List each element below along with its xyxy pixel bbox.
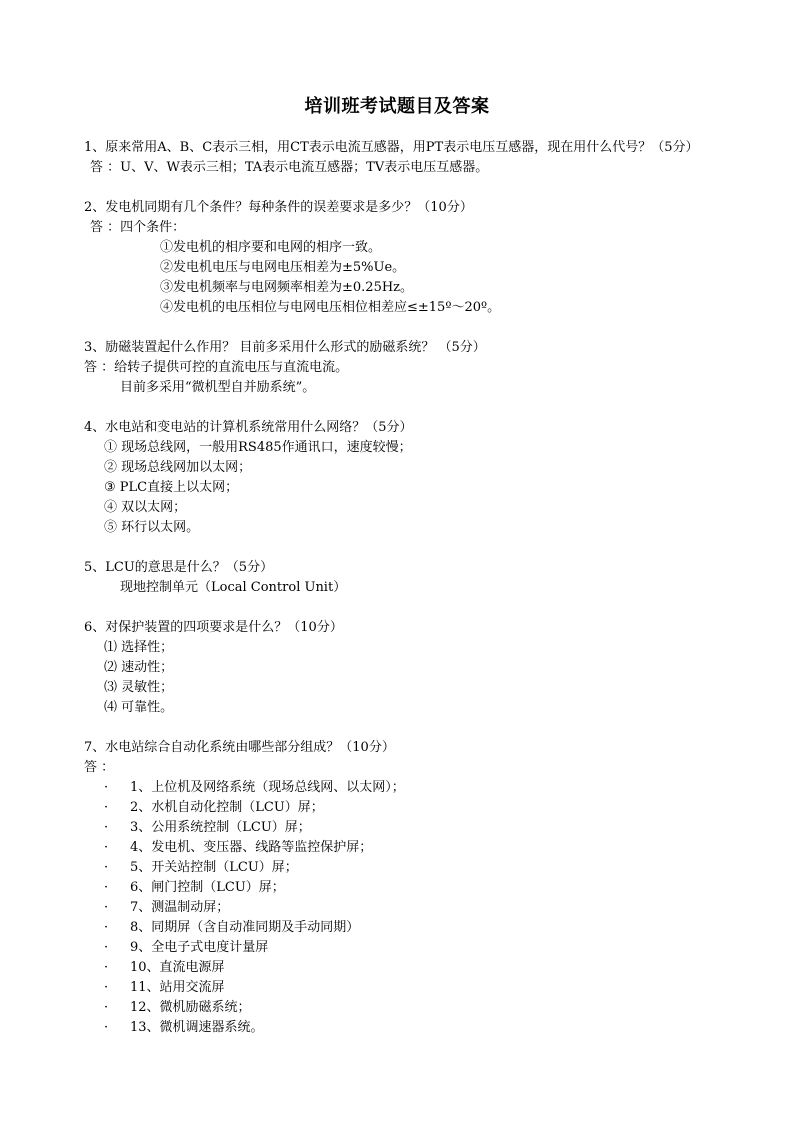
answer-6-item: ⑷ 可靠性。: [104, 700, 174, 715]
answer-2-item: ①发电机的相序要和电网的相序一致。: [160, 240, 382, 255]
bullet-icon: ·: [104, 820, 109, 835]
answer-3-line-2: 目前多采用“微机型自并励系统”。: [120, 380, 316, 395]
bullet-icon: ·: [104, 880, 109, 895]
question-1: 1、原来常用A、B、C表示三相，用CT表示电流互感器，用PT表示电压互感器，现在用什么代号？（5分）: [84, 140, 699, 155]
bullet-icon: ·: [104, 1020, 109, 1035]
question-2: 2、发电机同期有几个条件？每种条件的误差要求是多少？（10分）: [84, 200, 473, 215]
bullet-icon: ·: [104, 920, 109, 935]
answer-3: 答 ：给转子提供可控的直流电压与直流电流。: [84, 360, 349, 375]
answer-7-list-item: [84, 918, 764, 938]
bullet-icon: ·: [104, 800, 109, 815]
list-item-text: 13、微机调速器系统。: [130, 1020, 264, 1035]
answer-7-list-item: [84, 778, 764, 798]
answer-7-list-item: [84, 838, 764, 858]
answer-7-list-item: [84, 938, 764, 958]
bullet-icon: ·: [104, 780, 109, 795]
list-item-text: 12、微机励磁系统；: [130, 1000, 251, 1015]
answer-2-intro: 答 ：四个条件：: [90, 220, 186, 235]
answer-7-list-item: [84, 958, 764, 978]
answer-7-intro: 答 ：: [84, 760, 115, 775]
list-item-text: 4、发电机、变压器、线路等监控保护屏；: [130, 840, 373, 855]
answer-4-item: ⑤ 环行以太网。: [104, 520, 200, 535]
answer-5: 现地控制单元（Local Control Unit）: [120, 580, 347, 595]
answer-7-list-item: [84, 998, 764, 1018]
list-item-text: 8、同期屏（含自动准同期及手动同期）: [130, 920, 360, 935]
list-item-text: 9、全电子式电度计量屏: [130, 940, 269, 955]
bullet-icon: ·: [104, 940, 109, 955]
bullet-icon: ·: [104, 840, 109, 855]
answer-4-item: ④ 双以太网；: [104, 500, 187, 515]
list-item-text: 2、水机自动化控制（LCU）屏；: [130, 800, 324, 815]
answer-2-item: ②发电机电压与电网电压相差为±5%Ue。: [160, 260, 406, 275]
answer-1: 答 ：U、V、W表示三相；TA表示电流互感器；TV表示电压互感器。: [90, 160, 489, 175]
answer-7-list-item: [84, 898, 764, 918]
question-7: 7、水电站综合自动化系统由哪些部分组成？（10分）: [84, 740, 395, 755]
bullet-icon: ·: [104, 900, 109, 915]
document-body: [84, 138, 764, 1038]
question-5: 5、LCU的意思是什么？（5分）: [84, 560, 274, 575]
answer-7-list-item: [84, 878, 764, 898]
list-item-text: 1、上位机及网络系统（现场总线网、以太网）；: [130, 780, 405, 795]
answer-4-item: ② 现场总线网加以太网；: [104, 460, 252, 475]
list-item-text: 3、公用系统控制（LCU）屏；: [130, 820, 311, 835]
bullet-icon: ·: [104, 860, 109, 875]
bullet-icon: ·: [104, 960, 109, 975]
answer-2-item: ④发电机的电压相位与电网电压相位相差应≤±15º～20º。: [160, 300, 501, 315]
answer-7-list-item: [84, 818, 764, 838]
bullet-icon: ·: [104, 1000, 109, 1015]
page-title: 培训班考试题目及答案: [304, 96, 490, 117]
question-4: 4、水电站和变电站的计算机系统常用什么网络？（5分）: [84, 420, 413, 435]
question-3: 3、励磁装置起什么作用？ 目前多采用什么形式的励磁系统？ （5分）: [84, 340, 486, 355]
answer-7-list-item: [84, 1018, 764, 1038]
list-item-text: 11、站用交流屏: [130, 980, 225, 995]
answer-2-item: ③发电机频率与电网频率相差为±0.25Hz。: [160, 280, 414, 295]
answer-6-item: ⑶ 灵敏性；: [104, 680, 174, 695]
list-item-text: 5、开关站控制（LCU）屏；: [130, 860, 298, 875]
list-item-text: 6、闸门控制（LCU）屏；: [130, 880, 285, 895]
answer-4-item: ③ PLC直接上以太网；: [104, 480, 239, 495]
answer-7-list-item: [84, 978, 764, 998]
list-item-text: 10、直流电源屏: [130, 960, 225, 975]
answer-4-item: ① 现场总线网，一般用RS485作通讯口，速度较慢；: [104, 440, 412, 455]
list-item-text: 7、测温制动屏；: [130, 900, 230, 915]
answer-6-item: ⑴ 选择性；: [104, 640, 174, 655]
answer-7-list-item: [84, 858, 764, 878]
answer-7-list-item: [84, 798, 764, 818]
question-6: 6、对保护装置的四项要求是什么？（10分）: [84, 620, 343, 635]
bullet-icon: ·: [104, 980, 109, 995]
answer-6-item: ⑵ 速动性；: [104, 660, 174, 675]
